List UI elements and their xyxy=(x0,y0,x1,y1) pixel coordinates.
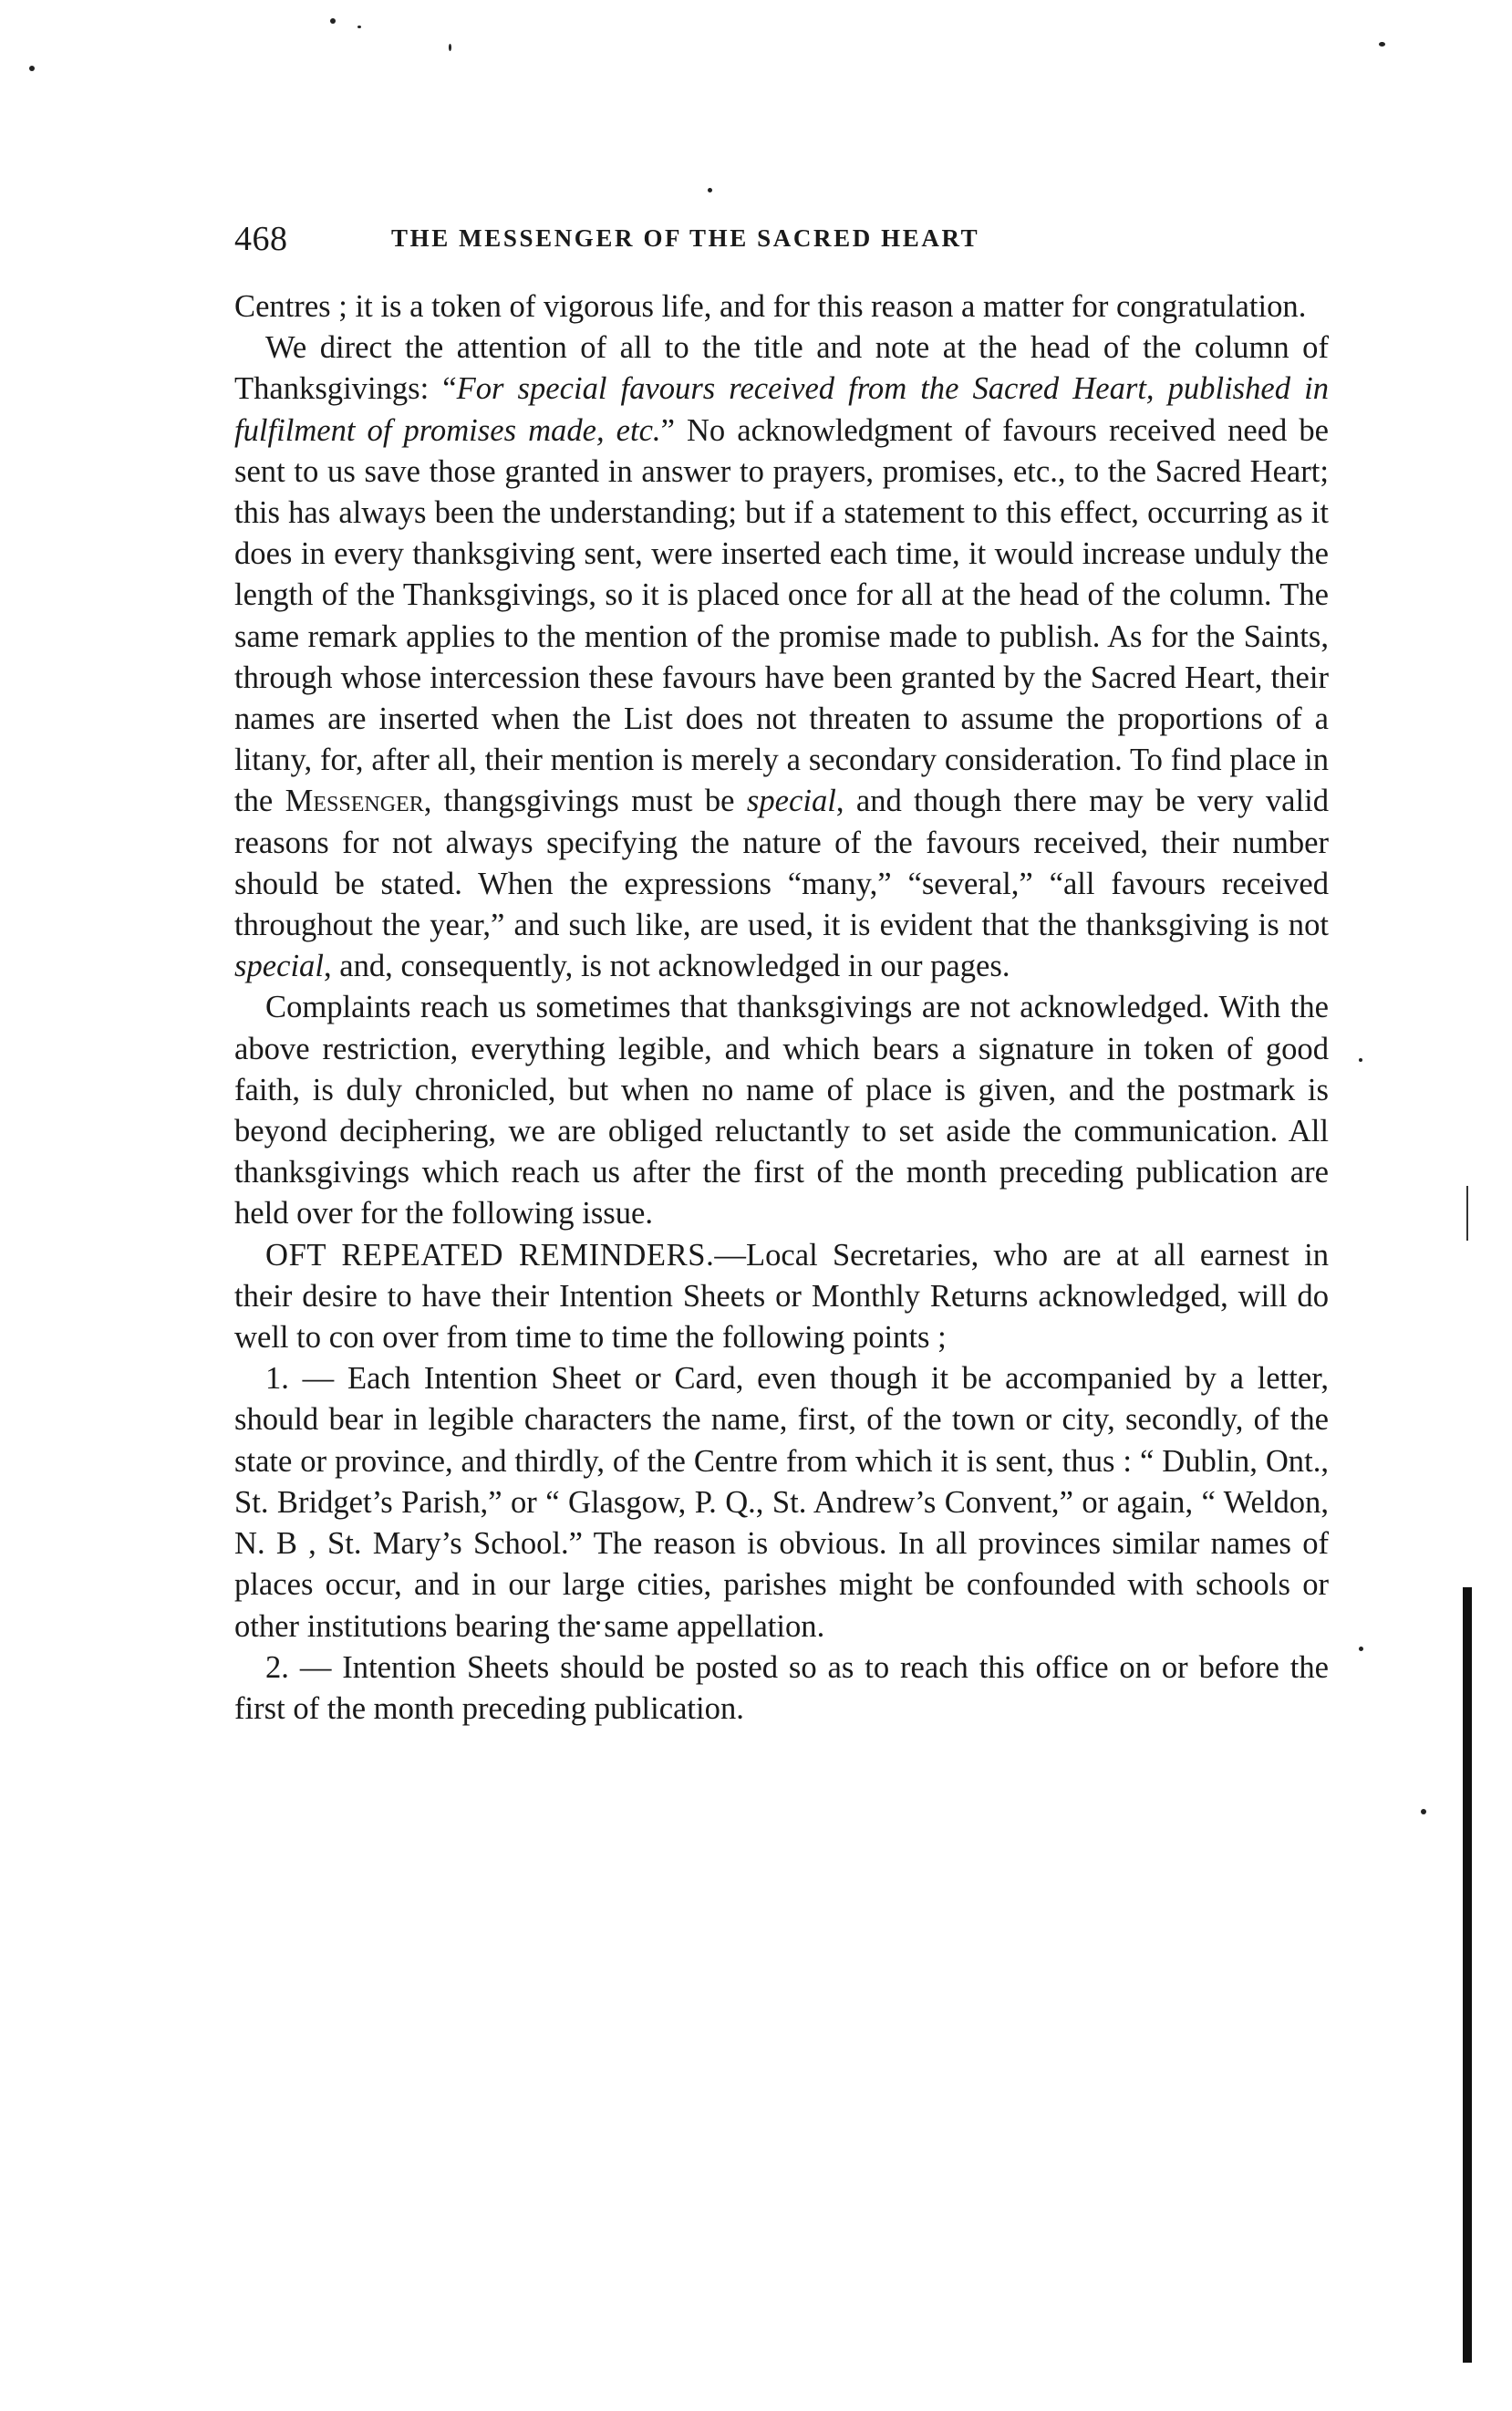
scan-speck xyxy=(357,26,361,28)
paragraph-point-two: 2. — Intention Sheets should be posted so as to reach this office on or before the first of the month preceding publication. xyxy=(234,1649,1329,1726)
journal-title: THE MESSENGER OF THE SACRED HEART xyxy=(391,224,980,252)
paragraph-centres: Centres ; it is a token of vigorous life, and for this reason a matter for congratulation. xyxy=(234,289,1307,324)
running-head xyxy=(234,219,1329,263)
column-title-quote: For special favours received from the Sacred Heart, published in fulfilment of promises made, etc. xyxy=(234,371,1329,448)
emphasis-special: special xyxy=(234,949,324,984)
scan-speck xyxy=(1359,1647,1363,1651)
emphasis-special: special xyxy=(746,784,836,819)
scan-speck xyxy=(708,188,712,192)
paragraph-complaints: Complaints reach us sometimes that thanksgivings are not acknowledged. With the above restriction, everything legible, and which bears a signature in token of good faith, is duly chronicled, but when no name of place is given, and the postmark is beyond deciphering, we are obliged reluctantly to set aside the communication. All thanksgivings which reach us after the first of the month preceding publication are held over for the following issue. xyxy=(234,990,1329,1231)
scan-speck xyxy=(1379,42,1385,47)
text-run: We direct the attention of all to the title and note at the head of the column of Thanksgivings: “ xyxy=(234,330,1329,407)
scan-speck xyxy=(330,18,336,24)
paragraph-reminders xyxy=(234,1235,1329,1359)
scan-edge-tick xyxy=(1466,1186,1468,1241)
text-run: —Local Secretaries, who are at all earnest in their desire to have their Intention Sheets or Monthly Returns acknowledged, will do well to con over from time to time the following points ; xyxy=(234,1237,1329,1356)
scan-speck xyxy=(1359,1058,1362,1062)
paragraph-point-one: 1. — Each Intention Sheet or Card, even though it be accompanied by a letter, should bear in legible characters the name, first, of the town or city, secondly, of the state or province, and thirdly, of the Centre from which it is sent, thus : “ Dublin, Ont., St. Bridget’s Parish,” or “ Glasgow, P. Q., St. Andrew’s Convent,” or again, “ Weldon, N. B , St. Mary’s School.” The reason is obvious. In all provinces similar names of places occur, and in our large cities, parishes might be confounded with schools or other institutions bearing the same appellation. xyxy=(234,1361,1329,1644)
paragraph-thanksgivings-note xyxy=(234,327,1329,987)
scan-speck xyxy=(1421,1809,1426,1814)
text-run: , thangsgivings must be xyxy=(423,784,747,819)
messenger-name: Messenger xyxy=(285,784,424,819)
page-number: 468 xyxy=(234,220,288,258)
body-text xyxy=(234,286,1329,1730)
text-run: , and, consequently, is not acknowledged in our pages. xyxy=(323,949,1010,984)
scan-speck xyxy=(449,44,451,51)
scan-edge-bar xyxy=(1463,1587,1472,2363)
scan-speck xyxy=(29,66,35,71)
reminders-heading: OFT REPEATED REMINDERS. xyxy=(265,1237,715,1273)
text-run: , and though there may be very valid reasons for not always specifying the nature of the favours received, their number should be stated. When the expressions “many,” “several,” “all favours received throughout the year,” and such like, are used, it is evident that the thanksgiving is not xyxy=(234,784,1329,943)
text-run: ” No acknowledgment of favours received need be sent to us save those granted in answer to prayers, promises, etc., to the Sacred Heart; this has always been the understanding; but if a statement to this effect, occurring as it does in every thanksgiving sent, were inserted each time, it would increase unduly the length of the Thanksgivings, so it is placed once for all at the head of the column. The same remark applies to the mention of the promise made to publish. As for the Saints, through whose intercession these favours have been granted by the Sacred Heart, their names are inserted when the List does not threaten to assume the proportions of a litany, for, after all, their mention is merely a secondary consideration. To find place in the xyxy=(234,412,1330,819)
